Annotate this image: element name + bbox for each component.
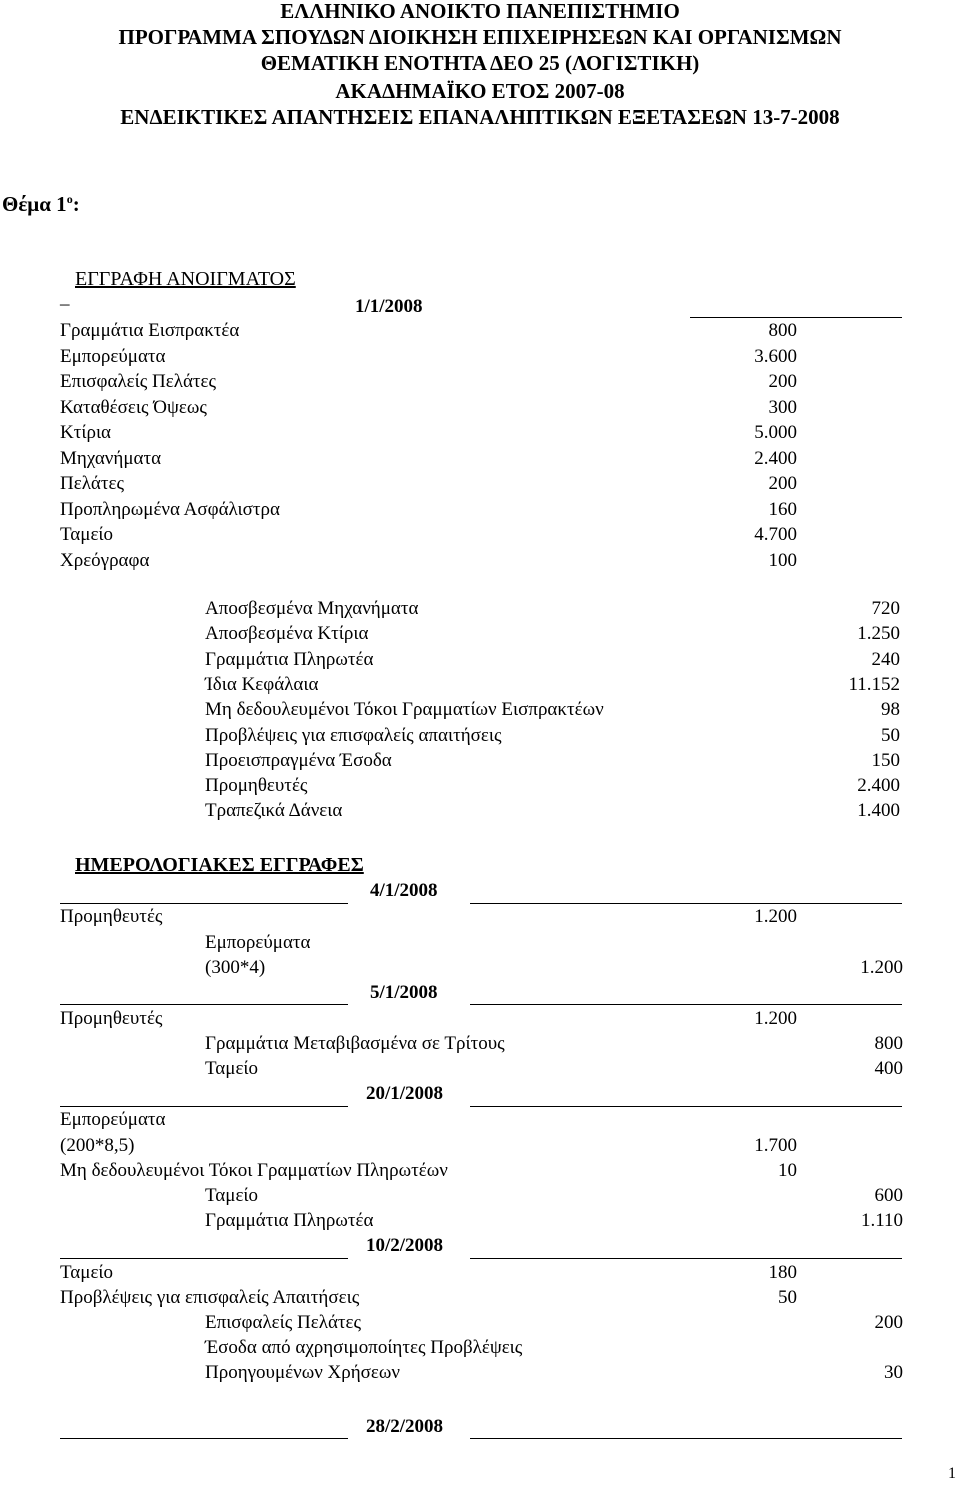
opening-debit-amount: 160	[768, 498, 797, 520]
opening-debit-name: Χρεόγραφα	[60, 549, 150, 571]
header-line-4: ΑΚΑΔΗΜΑΪΚΟ ΕΤΟΣ 2007-08	[335, 79, 625, 103]
opening-credit-name: Τραπεζικά Δάνεια	[205, 800, 343, 822]
e3-credit-1: Ταμείο	[205, 1185, 259, 1206]
e4-debit-2: Προβλέψεις για επισφαλείς Απαιτήσεις	[60, 1287, 360, 1308]
e2-credit-2: Ταμείο	[205, 1058, 259, 1079]
opening-credit-amount: 98	[881, 699, 900, 721]
opening-debit-amount: 800	[768, 320, 797, 341]
opening-dash: _	[60, 287, 70, 308]
page-number: 1	[948, 1465, 956, 1482]
opening-credit-name: Ίδια Κεφάλαια	[205, 673, 319, 695]
opening-debit-name: Γραμμάτια Εισπρακτέα	[60, 320, 240, 341]
opening-debit-amount: 4.700	[754, 524, 797, 545]
e4-credit-2-line-2: Προηγουμένων Χρήσεων	[205, 1362, 401, 1383]
e1-credit-amount: 1.200	[860, 957, 903, 978]
header-line-5: ΕΝΔΕΙΚΤΙΚΕΣ ΑΠΑΝΤΗΣΕΙΣ ΕΠΑΝΑΛΗΠΤΙΚΩΝ ΕΞΕΤΑΣΕΩΝ 13-7-2008	[120, 105, 840, 129]
e3-credit-2-amount: 1.110	[860, 1210, 903, 1231]
e4-credit-1-amount: 200	[874, 1312, 903, 1333]
e2-credit-2-amount: 400	[874, 1058, 903, 1079]
opening-credit-amount: 150	[871, 749, 900, 771]
opening-credit-amount: 1.400	[857, 800, 900, 822]
e3-credit-1-amount: 600	[874, 1185, 903, 1206]
e4-credit-2-line-1: Έσοδα από αχρησιμοποίητες Προβλέψεις	[205, 1337, 523, 1358]
date-rule-left	[60, 1004, 348, 1005]
date-rule-right	[470, 1106, 902, 1107]
opening-debit-amount: 300	[768, 396, 797, 418]
e2-debit: Προμηθευτές	[60, 1008, 163, 1029]
date-rule-right	[470, 903, 902, 904]
opening-credit-name: Αποσβεσμένα Μηχανήματα	[205, 598, 419, 619]
opening-debit-name: Προπληρωμένα Ασφάλιστρα	[60, 498, 280, 520]
topic-sup: ο	[66, 192, 73, 206]
opening-credit-amount: 1.250	[857, 623, 900, 645]
opening-debit-amount: 200	[768, 371, 797, 392]
opening-rule	[690, 317, 902, 318]
e1-credit: Εμπορεύματα	[205, 932, 311, 953]
opening-credit-name: Προβλέψεις για επισφαλείς απαιτήσεις	[205, 724, 502, 746]
header-line-2: ΠΡΟΓΡΑΜΜΑ ΣΠΟΥΔΩΝ ΔΙΟΙΚΗΣΗ ΕΠΙΧΕΙΡΗΣΕΩΝ ΚΑΙ ΟΡΓΑΝΙΣΜΩΝ	[118, 25, 842, 49]
opening-credit-amount: 50	[881, 724, 900, 746]
journal-date-4: 10/2/2008	[366, 1235, 444, 1256]
date-rule-right	[470, 1438, 902, 1439]
opening-title: ΕΓΓΡΑΦΗ ΑΝΟΙΓΜΑΤΟΣ	[75, 268, 296, 290]
journal-date-3: 20/1/2008	[366, 1083, 444, 1104]
e3-debit-1: Εμπορεύματα	[60, 1109, 166, 1130]
opening-debit-amount: 2.400	[754, 447, 797, 469]
e4-debit-1: Ταμείο	[60, 1262, 114, 1283]
journal-date-1: 4/1/2008	[370, 880, 438, 901]
opening-credit-name: Μη δεδουλευμένοι Τόκοι Γραμματίων Εισπρακτέων	[205, 699, 604, 721]
date-rule-left	[60, 903, 348, 904]
e1-debit: Προμηθευτές	[60, 906, 163, 927]
date-rule-right	[470, 1004, 902, 1005]
opening-credit-amount: 720	[871, 598, 900, 619]
e4-debit-2-amount: 50	[778, 1287, 797, 1308]
opening-credit-amount: 240	[871, 648, 900, 670]
opening-debit-name: Ταμείο	[60, 524, 114, 545]
opening-debit-name: Καταθέσεις Όψεως	[60, 396, 207, 418]
e4-credit-2-amount: 30	[884, 1362, 903, 1383]
e2-debit-amount: 1.200	[754, 1008, 797, 1029]
e4-credit-1: Επισφαλείς Πελάτες	[205, 1312, 362, 1333]
opening-debit-name: Εμπορεύματα	[60, 345, 166, 367]
e2-credit-1-amount: 800	[874, 1033, 903, 1054]
journal-date-2: 5/1/2008	[370, 982, 438, 1003]
opening-debit-amount: 3.600	[754, 345, 797, 367]
journal-date-5: 28/2/2008	[366, 1416, 444, 1437]
date-rule-left	[60, 1438, 348, 1439]
opening-debit-amount: 200	[768, 473, 797, 494]
topic-suffix: :	[72, 192, 80, 216]
e1-credit-note: (300*4)	[205, 957, 266, 978]
e3-debit-1-note: (200*8,5)	[60, 1135, 135, 1156]
date-rule-left	[60, 1258, 348, 1259]
header-line-3: ΘΕΜΑΤΙΚΗ ΕΝΟΤΗΤΑ ΔΕΟ 25 (ΛΟΓΙΣΤΙΚΗ)	[260, 51, 700, 75]
e3-debit-1-amount: 1.700	[754, 1135, 797, 1156]
opening-debit-name: Πελάτες	[60, 473, 125, 494]
opening-debit-name: Μηχανήματα	[60, 447, 162, 469]
opening-credit-name: Προμηθευτές	[205, 775, 308, 797]
opening-credit-name: Προεισπραγμένα Έσοδα	[205, 749, 392, 771]
opening-debit-name: Κτίρια	[60, 422, 112, 443]
opening-credit-amount: 11.152	[848, 673, 900, 695]
e3-debit-2: Μη δεδουλευμένοι Τόκοι Γραμματίων Πληρωτέων	[60, 1160, 448, 1181]
opening-credit-amount: 2.400	[857, 775, 900, 797]
e3-debit-2-amount: 10	[778, 1160, 797, 1181]
header-line-1: ΕΛΛΗΝΙΚΟ ΑΝΟΙΚΤΟ ΠΑΝΕΠΙΣΤΗΜΙΟ	[280, 0, 680, 23]
opening-debit-name: Επισφαλείς Πελάτες	[60, 371, 217, 392]
date-rule-right	[470, 1258, 902, 1259]
date-rule-left	[60, 1106, 348, 1107]
e2-credit-1: Γραμμάτια Μεταβιβασμένα σε Τρίτους	[205, 1033, 505, 1054]
topic-label: Θέμα 1	[2, 192, 67, 216]
opening-debit-amount: 100	[768, 549, 797, 571]
topic-heading	[2, 188, 80, 215]
e3-credit-2: Γραμμάτια Πληρωτέα	[205, 1210, 374, 1231]
opening-credit-name: Αποσβεσμένα Κτίρια	[205, 623, 369, 645]
e4-debit-1-amount: 180	[768, 1262, 797, 1283]
opening-date: 1/1/2008	[355, 296, 423, 317]
e1-debit-amount: 1.200	[754, 906, 797, 927]
opening-credit-name: Γραμμάτια Πληρωτέα	[205, 648, 374, 670]
opening-debit-amount: 5.000	[754, 422, 797, 443]
journal-title: ΗΜΕΡΟΛΟΓΙΑΚΕΣ ΕΓΓΡΑΦΕΣ	[75, 854, 364, 876]
